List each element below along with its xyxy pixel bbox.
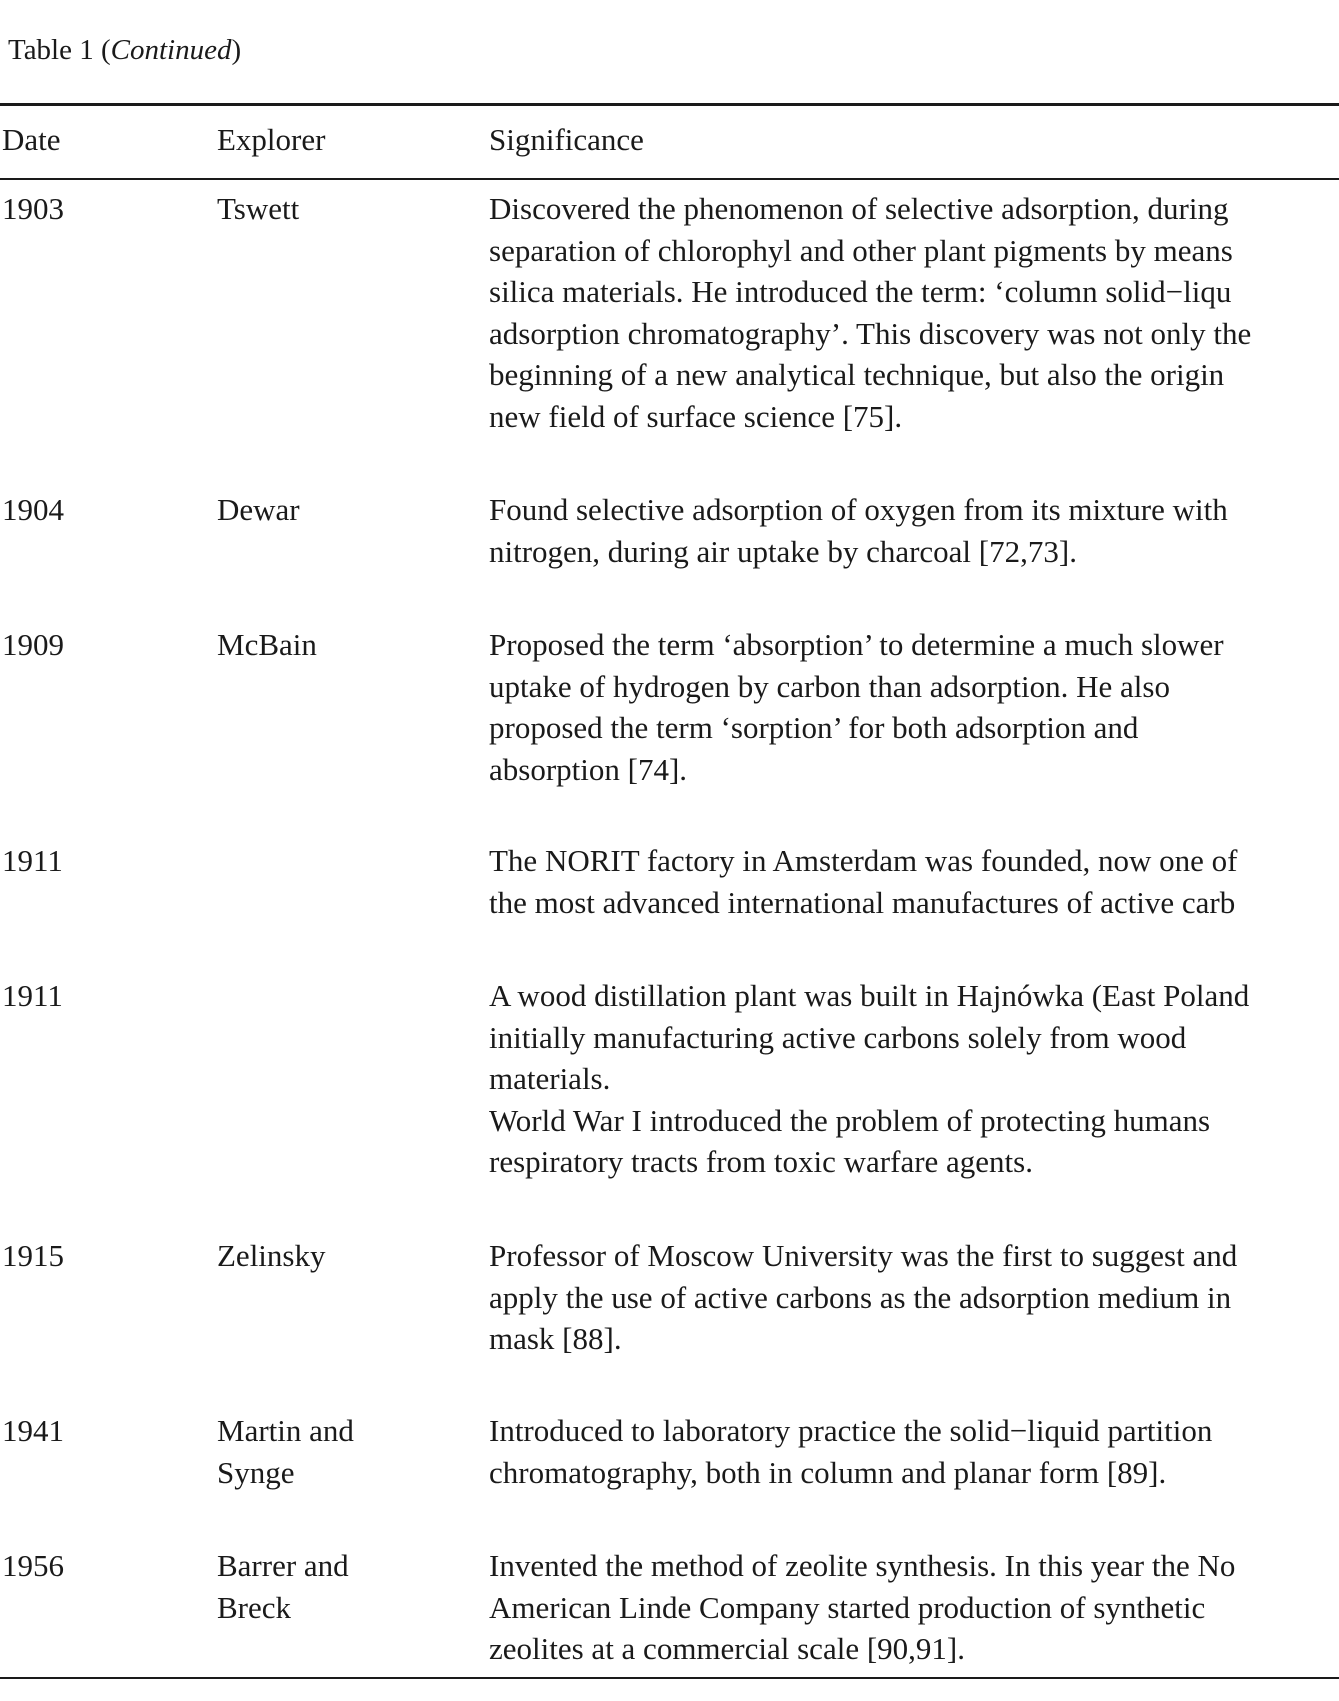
- cell-explorer: [217, 624, 467, 666]
- cell-significance: [489, 489, 1339, 572]
- cell-date: 1911: [2, 843, 63, 878]
- cell-explorer: [217, 1410, 467, 1493]
- significance-line: American Linde Company started production of synthetic: [489, 1589, 1206, 1625]
- header-significance: Significance: [489, 122, 644, 157]
- significance-line: Discovered the phenomenon of selective adsorption, during: [489, 191, 1229, 226]
- significance-line: nitrogen, during air uptake by charcoal [72,73].: [489, 533, 1077, 569]
- cell-significance: [489, 1545, 1339, 1670]
- cell-date: 1904: [2, 492, 64, 527]
- significance-line: Invented the method of zeolite synthesis. In this year the No: [489, 1548, 1236, 1583]
- explorer-line: Zelinsky: [217, 1238, 326, 1273]
- caption-italic: Continued: [110, 34, 232, 66]
- explorer-line: Barrer and: [217, 1548, 349, 1583]
- significance-line: Professor of Moscow University was the first to suggest and: [489, 1238, 1238, 1273]
- cell-significance: [489, 975, 1339, 1183]
- explorer-line: Synge: [217, 1454, 295, 1490]
- significance-line: chromatography, both in column and planar form [89].: [489, 1454, 1167, 1490]
- table-caption: [8, 36, 241, 65]
- significance-line: adsorption chromatography’. This discovery was not only the: [489, 315, 1252, 351]
- cell-explorer: [217, 1235, 467, 1277]
- cell-explorer: [217, 188, 467, 230]
- cell-explorer: [217, 1545, 467, 1628]
- cell-date: 1915: [2, 1238, 64, 1273]
- significance-line: zeolites at a commercial scale [90,91].: [489, 1631, 965, 1666]
- caption-suffix: ): [231, 34, 242, 66]
- significance-line: separation of chlorophyl and other plant pigments by means: [489, 232, 1233, 268]
- significance-line: new field of surface science [75].: [489, 398, 903, 434]
- significance-line: proposed the term ‘sorption’ for both adsorption and: [489, 710, 1139, 745]
- significance-line: Proposed the term ‘absorption’ to determine a much slower: [489, 627, 1224, 662]
- cell-significance: [489, 1235, 1339, 1360]
- cell-explorer: [217, 489, 467, 531]
- significance-line: mask [88].: [489, 1321, 622, 1356]
- significance-line: The NORIT factory in Amsterdam was founded, now one of: [489, 843, 1238, 878]
- significance-line: the most advanced international manufactures of active carb: [489, 884, 1236, 920]
- cell-date: 1909: [2, 627, 64, 662]
- explorer-line: Tswett: [217, 191, 300, 226]
- significance-line: A wood distillation plant was built in Hajnówka (East Poland: [489, 978, 1250, 1013]
- significance-line: beginning of a new analytical technique, but also the origin: [489, 357, 1225, 392]
- significance-line: uptake of hydrogen by carbon than adsorption. He also: [489, 668, 1170, 704]
- significance-line: Introduced to laboratory practice the solid−liquid partition: [489, 1413, 1213, 1448]
- cell-date: 1903: [2, 191, 64, 226]
- significance-line: Found selective adsorption of oxygen from its mixture with: [489, 492, 1228, 527]
- explorer-line: Martin and: [217, 1413, 354, 1448]
- header-date: Date: [2, 122, 61, 157]
- explorer-line: Dewar: [217, 492, 300, 527]
- cell-significance: [489, 188, 1339, 437]
- table-top-rule: [0, 103, 1339, 106]
- explorer-line: Breck: [217, 1589, 292, 1625]
- table-bottom-rule: [0, 1677, 1339, 1679]
- significance-line: initially manufacturing active carbons solely from wood: [489, 1019, 1187, 1055]
- cell-date: 1941: [2, 1413, 64, 1448]
- cell-significance: [489, 1410, 1339, 1493]
- cell-significance: [489, 840, 1339, 923]
- significance-line: absorption [74].: [489, 751, 688, 787]
- caption-prefix: Table 1 (: [8, 34, 111, 66]
- significance-line: respiratory tracts from toxic warfare agents.: [489, 1144, 1033, 1179]
- cell-date: 1911: [2, 978, 63, 1013]
- cell-date: 1956: [2, 1548, 64, 1583]
- table-header-rule: [0, 178, 1339, 180]
- significance-line: silica materials. He introduced the term: ‘column solid−liqu: [489, 274, 1232, 309]
- header-explorer: Explorer: [217, 122, 326, 157]
- significance-line: apply the use of active carbons as the adsorption medium in: [489, 1279, 1232, 1315]
- cell-significance: [489, 624, 1339, 790]
- explorer-line: McBain: [217, 627, 317, 662]
- significance-line: materials.: [489, 1061, 611, 1096]
- significance-line: World War I introduced the problem of protecting humans: [489, 1102, 1211, 1138]
